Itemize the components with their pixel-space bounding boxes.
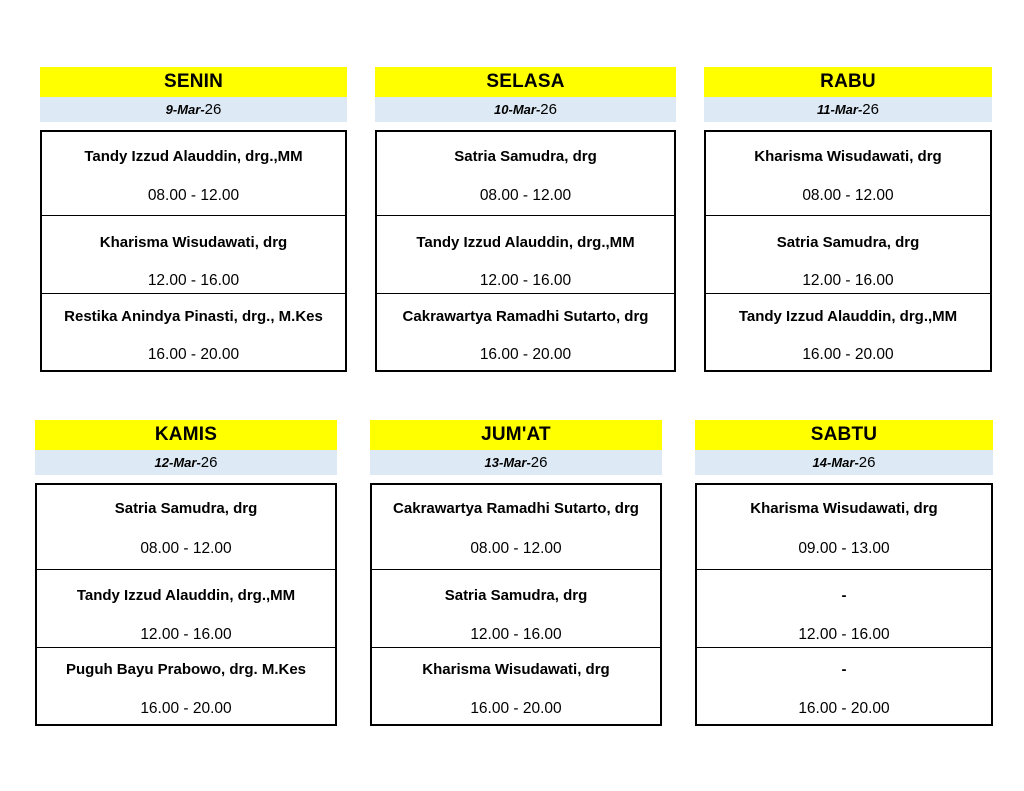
shift-time: 16.00 - 20.00 — [140, 700, 232, 717]
doctor-name: Kharisma Wisudawati, drg — [750, 500, 938, 517]
shift-table — [704, 130, 992, 372]
doctor-name: Tandy Izzud Alauddin, drg.,MM — [76, 587, 296, 604]
doctor-name: Puguh Bayu Prabowo, drg. M.Kes — [65, 661, 307, 678]
doctor-name: Kharisma Wisudawati, drg — [99, 234, 288, 251]
shift-table — [35, 483, 337, 726]
shift-time: 08.00 - 12.00 — [140, 540, 232, 557]
doctor-name: Cakrawartya Ramadhi Sutarto, drg — [402, 308, 649, 325]
day-header: RABU — [704, 67, 992, 97]
date-row — [704, 97, 992, 122]
day-column — [40, 67, 347, 372]
shift-slot — [37, 647, 335, 724]
shift-time: 16.00 - 20.00 — [147, 346, 240, 363]
date-row — [695, 450, 993, 475]
date-year: 26 — [204, 101, 222, 118]
shift-slot — [37, 485, 335, 569]
doctor-name: Kharisma Wisudawati, drg — [422, 661, 610, 678]
shift-time: 12.00 - 16.00 — [147, 272, 240, 289]
shift-slot — [42, 215, 345, 293]
date-row — [40, 97, 347, 122]
shift-slot — [42, 293, 345, 370]
shift-time: 12.00 - 16.00 — [140, 626, 232, 643]
date-year: 26 — [858, 454, 876, 471]
date-year: 26 — [200, 454, 218, 471]
shift-time: 08.00 - 12.00 — [802, 187, 894, 204]
date-year: 26 — [540, 101, 557, 118]
day-header: KAMIS — [35, 420, 337, 450]
shift-slot — [706, 293, 990, 370]
date-day-month: 10-Mar- — [494, 102, 541, 117]
shift-table — [370, 483, 662, 726]
day-column — [370, 420, 662, 726]
shift-time: 09.00 - 13.00 — [798, 540, 890, 557]
date-row — [375, 97, 676, 122]
doctor-name: Satria Samudra, drg — [454, 148, 597, 165]
spacer — [40, 122, 347, 130]
shift-slot — [372, 569, 660, 647]
date-day-month: 14-Mar- — [812, 455, 859, 470]
doctor-name: Satria Samudra, drg — [114, 500, 258, 517]
shift-time: 16.00 - 20.00 — [798, 700, 890, 717]
shift-time: 08.00 - 12.00 — [479, 187, 572, 204]
shift-slot — [697, 647, 991, 724]
shift-table — [695, 483, 993, 726]
date-day-month: 12-Mar- — [154, 455, 201, 470]
day-header: SENIN — [40, 67, 347, 97]
shift-table — [375, 130, 676, 372]
shift-slot — [706, 132, 990, 215]
spacer — [35, 475, 337, 483]
doctor-name: Kharisma Wisudawati, drg — [754, 148, 942, 165]
doctor-name: Satria Samudra, drg — [444, 587, 588, 604]
shift-slot — [372, 485, 660, 569]
shift-time: 16.00 - 20.00 — [479, 346, 572, 363]
date-row — [370, 450, 662, 475]
shift-time: 16.00 - 20.00 — [802, 346, 894, 363]
shift-slot — [372, 647, 660, 724]
shift-time: 08.00 - 12.00 — [147, 187, 240, 204]
shift-table — [40, 130, 347, 372]
shift-time: 08.00 - 12.00 — [470, 540, 562, 557]
doctor-name: Cakrawartya Ramadhi Sutarto, drg — [393, 500, 639, 517]
doctor-name: Satria Samudra, drg — [776, 234, 920, 251]
shift-slot — [697, 569, 991, 647]
shift-time: 12.00 - 16.00 — [802, 272, 894, 289]
doctor-name: Restika Anindya Pinasti, drg., M.Kes — [64, 308, 323, 325]
shift-slot — [42, 132, 345, 215]
shift-time: 16.00 - 20.00 — [470, 700, 562, 717]
doctor-name: Tandy Izzud Alauddin, drg.,MM — [738, 308, 958, 325]
date-year: 26 — [862, 101, 879, 118]
day-column — [695, 420, 993, 726]
shift-slot — [697, 485, 991, 569]
doctor-name: Tandy Izzud Alauddin, drg.,MM — [416, 234, 635, 251]
shift-slot — [377, 293, 674, 370]
shift-time: 12.00 - 16.00 — [470, 626, 562, 643]
spacer — [370, 475, 662, 483]
shift-time: 12.00 - 16.00 — [798, 626, 890, 643]
date-day-month: 13-Mar- — [484, 455, 531, 470]
date-day-month: 11-Mar- — [817, 102, 863, 117]
date-row — [35, 450, 337, 475]
day-column — [35, 420, 337, 726]
doctor-name: - — [841, 661, 847, 678]
shift-slot — [706, 215, 990, 293]
spacer — [704, 122, 992, 130]
shift-slot — [377, 215, 674, 293]
day-header: SABTU — [695, 420, 993, 450]
day-column — [704, 67, 992, 372]
shift-slot — [377, 132, 674, 215]
day-header: SELASA — [375, 67, 676, 97]
spacer — [695, 475, 993, 483]
shift-time: 12.00 - 16.00 — [479, 272, 572, 289]
doctor-name: - — [841, 587, 847, 604]
date-year: 26 — [530, 454, 548, 471]
spacer — [375, 122, 676, 130]
day-column — [375, 67, 676, 372]
shift-slot — [37, 569, 335, 647]
doctor-name: Tandy Izzud Alauddin, drg.,MM — [84, 148, 303, 165]
date-day-month: 9-Mar- — [165, 102, 205, 117]
day-header: JUM'AT — [370, 420, 662, 450]
